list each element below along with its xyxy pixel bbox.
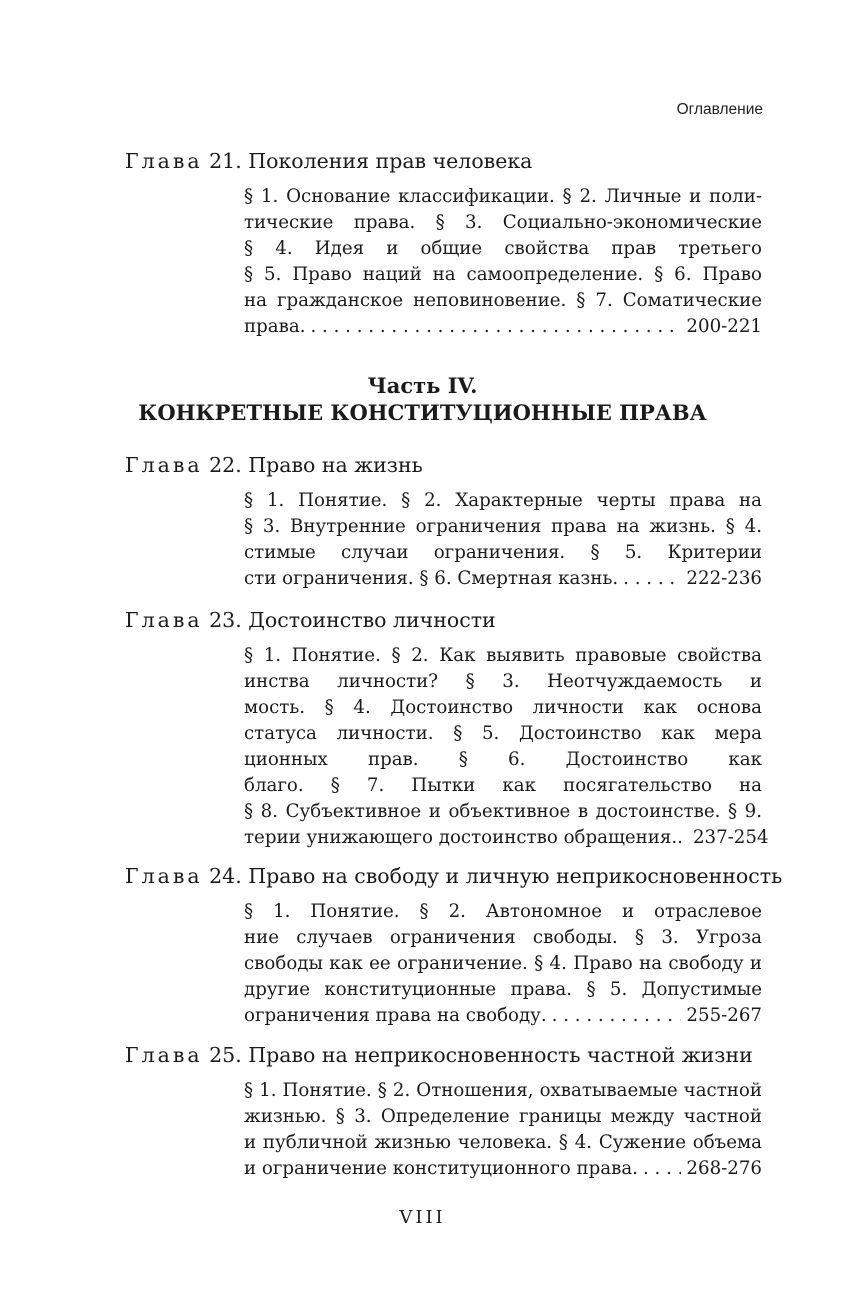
part-title: КОНКРЕТНЫЕ КОНСТИТУЦИОННЫЕ ПРАВА <box>138 400 707 425</box>
chapter-word: Глава <box>125 149 203 173</box>
page-range: 255-267 <box>686 1005 762 1026</box>
section-line: § 4. Идея и общие свойства прав третьего <box>244 238 762 259</box>
chapter-21-sections <box>244 184 762 340</box>
toc-entry-last-line <box>244 1156 762 1182</box>
part-label: Часть IV. <box>367 373 478 398</box>
chapter-title-25 <box>125 1041 753 1069</box>
section-line: § 3. Внутренние ограничения права на жизнь. § 4. <box>244 516 762 537</box>
section-line-end: терии унижающего достоинство обращения.. <box>244 827 683 848</box>
chapter-word: Глава <box>125 608 203 632</box>
chapter-title-text: 24. Право на свободу и личную неприкосновенность <box>209 864 783 888</box>
dot-leader <box>643 1156 681 1182</box>
section-line-end: сти ограничения. § 6. Смертная казнь. <box>244 568 619 589</box>
toc-entry-last-line <box>244 1003 762 1029</box>
section-line-end: ограничения права на свободу. <box>244 1005 547 1026</box>
section-line: на гражданское неповиновение. § 7. Соматические <box>244 290 762 311</box>
dot-leader <box>310 314 681 340</box>
chapter-title-21 <box>125 147 532 175</box>
section-line: другие конституционные права. § 5. Допустимые <box>244 979 762 1000</box>
chapter-title-23 <box>125 606 496 634</box>
section-line: § 1. Понятие. § 2. Отношения, охватываемые частной <box>244 1080 762 1101</box>
chapter-title-text: 25. Право на неприкосновенность частной жизни <box>209 1043 753 1067</box>
toc-entry-last-line <box>244 825 769 851</box>
section-line: статуса личности. § 5. Достоинство как мера <box>244 723 762 744</box>
section-line: инства личности? § 3. Неотчуждаемость и <box>244 671 762 692</box>
toc-entry-last-line <box>244 566 762 592</box>
chapter-23-sections <box>244 643 769 851</box>
dot-leader <box>552 1003 682 1029</box>
section-line: мость. § 4. Достоинство личности как основа <box>244 697 762 718</box>
section-line: § 8. Субъективное и объективное в достоинстве. § 9. <box>244 801 762 822</box>
section-line: стимые случаи ограничения. § 5. Критерии <box>244 542 762 563</box>
dot-leader <box>623 566 681 592</box>
section-line: ционных прав. § 6. Достоинство как <box>244 749 762 770</box>
section-line: благо. § 7. Пытки как посягательство на <box>244 775 762 796</box>
chapter-title-24 <box>125 862 782 890</box>
chapter-word: Глава <box>125 453 203 477</box>
chapter-title-text: 21. Поколения прав человека <box>209 149 533 173</box>
chapter-25-sections <box>244 1078 762 1182</box>
section-line-end: и ограничение конституционного права. <box>244 1158 638 1179</box>
page-range: 268-276 <box>686 1158 762 1179</box>
section-line: § 5. Право наций на самоопределение. § 6. Право <box>244 264 762 285</box>
page-range: 200-221 <box>686 316 762 337</box>
chapter-word: Глава <box>125 864 203 888</box>
chapter-24-sections <box>244 899 762 1029</box>
section-line: свободы как ее ограничение. § 4. Право на свободу и <box>244 953 762 974</box>
page-range: 222-236 <box>686 568 762 589</box>
running-head: Оглавление <box>676 101 763 118</box>
page-number: VIII <box>399 1207 446 1228</box>
section-line: жизнью. § 3. Определение границы между частной <box>244 1106 762 1127</box>
chapter-22-sections <box>244 488 762 592</box>
section-line: ние случаев ограничения свободы. § 3. Угроза <box>244 927 762 948</box>
section-line: § 1. Основание классификации. § 2. Личные и поли- <box>244 186 762 207</box>
chapter-title-text: 22. Право на жизнь <box>209 453 423 477</box>
toc-entry-last-line <box>244 314 762 340</box>
section-line: § 1. Понятие. § 2. Как выявить правовые свойства <box>244 645 762 666</box>
chapter-title-text: 23. Достоинство личности <box>209 608 496 632</box>
page-range: 237-254 <box>692 827 769 848</box>
section-line: тические права. § 3. Социально-экономические <box>244 212 762 233</box>
section-line-end: права. <box>244 316 306 337</box>
section-line: и публичной жизнью человека. § 4. Сужение объема <box>244 1132 762 1153</box>
chapter-title-22 <box>125 451 423 479</box>
chapter-word: Глава <box>125 1043 203 1067</box>
section-line: § 1. Понятие. § 2. Характерные черты права на <box>244 490 762 511</box>
section-line: § 1. Понятие. § 2. Автономное и отраслевое <box>244 901 762 922</box>
